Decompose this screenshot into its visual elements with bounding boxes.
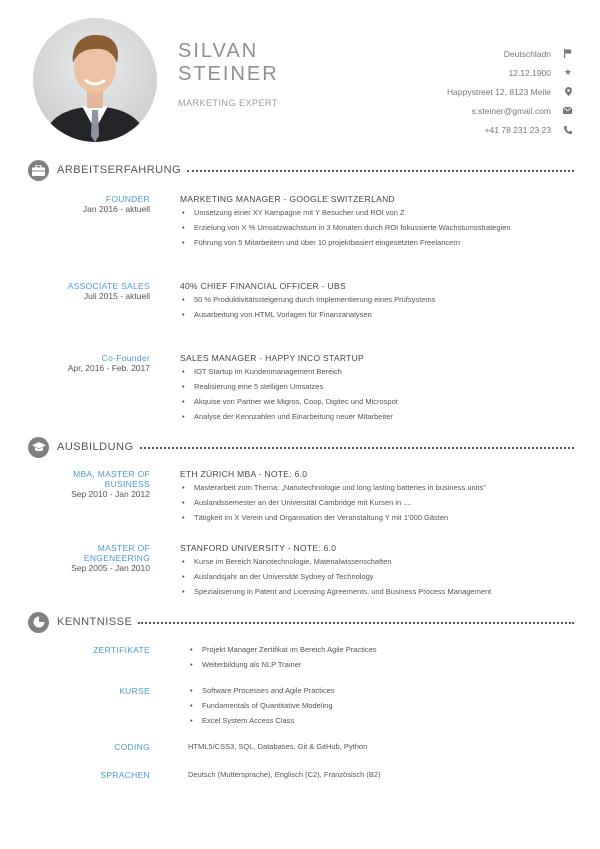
- experience-section-header: [28, 159, 574, 181]
- section-divider: [138, 622, 574, 624]
- list-item: • Auslandsjahr an der Universität Sydney of Technology: [180, 572, 574, 581]
- education-school-title: STANFORD UNIVERSITY - NOTE: 6.0: [180, 543, 337, 553]
- briefcase-icon: [28, 160, 49, 181]
- experience-role-label: ASSOCIATE SALES: [67, 281, 150, 291]
- contact-country-text: Deutschladn: [503, 48, 551, 59]
- experience-job-title: SALES MANAGER - HAPPY INCO STARTUP: [180, 353, 365, 363]
- skills-label: ZERTIFIKATE: [93, 645, 150, 655]
- flag-icon: [558, 49, 572, 58]
- education-degree-label: MASTER OF: [97, 543, 150, 553]
- list-item: • Tätigkeit im X Verein und Organisation der Veranstaltung Y mit 1'000 Gästen: [180, 513, 574, 522]
- list-item: • Umsetzung einer XY Kampagne mit Y Besucher und ROI von Z: [180, 208, 574, 217]
- experience-job-title: 40% CHIEF FINANCIAL OFFICER - UBS: [180, 281, 346, 291]
- list-item: • Weiterbildung als NLP Trainer: [188, 660, 574, 669]
- name-last: STEINER: [178, 63, 279, 85]
- skills-languages-text: Deutsch (Muttersprache), Englisch (C2), Französisch (B2): [188, 770, 381, 779]
- education-section-title: AUSBILDUNG: [57, 441, 134, 453]
- experience-date: Jan 2016 - aktuell: [82, 204, 150, 214]
- experience-date: Apr, 2016 - Feb. 2017: [67, 363, 150, 373]
- list-item: • Führung von 5 Mitarbeitern und über 10 projektbasiert eingesetzten Freelancern: [180, 238, 574, 247]
- name-first: SILVAN: [178, 40, 259, 62]
- list-item: • Masterarbeit zum Thema: „Nanotechnologie und long lasting batteries in business units": [180, 483, 574, 492]
- education-date: Sep 2010 - Jan 2012: [71, 489, 150, 499]
- skills-section-header: [28, 611, 574, 633]
- list-item: • Projekt Manager Zertifikat im Bereich Agile Practices: [188, 645, 574, 654]
- list-item: • Erzielung von X % Umsatzwachstum in 3 Monaten durch ROI fokussierte Wachstumsstrategien: [180, 223, 574, 232]
- pie-chart-icon: [28, 612, 49, 633]
- contact-email[interactable]: [447, 101, 572, 120]
- list-item: • Spezialisierung in Patent and Licensing Agreements, und Business Process Management: [180, 587, 574, 596]
- candidate-name: [178, 40, 279, 86]
- mail-icon: [558, 107, 572, 114]
- list-item: • Ausarbeitung von HTML Vorlagen für Finanzanalysen: [180, 310, 574, 319]
- section-divider: [187, 170, 574, 172]
- contact-birthdate-text: 12.12.1900: [508, 67, 551, 78]
- experience-role-label: FOUNDER: [105, 194, 150, 204]
- list-item: • Software Processes and Agile Practices: [188, 686, 574, 695]
- contact-phone[interactable]: [447, 120, 572, 139]
- contact-address: [447, 82, 572, 101]
- section-divider: [140, 447, 574, 449]
- star-icon: ★: [563, 67, 572, 77]
- education-degree-label: ENGENEERING: [83, 553, 150, 563]
- education-school-title: ETH ZÜRICH MBA - NOTE: 6.0: [180, 469, 308, 479]
- skills-coding-text: HTML5/CSS3, SQL, Databases, Git & GitHub, Python: [188, 742, 368, 751]
- skills-section-title: KENNTNISSE: [57, 616, 133, 628]
- experience-job-title: MARKETING MANAGER - GOOGLE SWITZERLAND: [180, 194, 395, 204]
- skills-label: SPRACHEN: [100, 770, 150, 780]
- experience-date: Juli 2015 - aktuell: [83, 291, 150, 301]
- list-item: • Akquise von Partner wie Migros, Coop, Digitec und Microspot: [180, 397, 574, 406]
- skills-label: KURSE: [119, 686, 150, 696]
- location-pin-icon: [558, 87, 572, 96]
- education-degree-label: BUSINESS: [104, 479, 150, 489]
- candidate-role: MARKETING EXPERT: [178, 98, 278, 108]
- experience-role-label: Co-Founder: [101, 353, 150, 363]
- list-item: • Kurse im Bereich Nanotechnologie, Materialwissenschaften: [180, 557, 574, 566]
- skills-label: CODING: [114, 742, 150, 752]
- contact-country: [447, 44, 572, 63]
- education-date: Sep 2005 - Jan 2010: [71, 563, 150, 573]
- education-degree-label: MBA, MASTER OF: [73, 469, 150, 479]
- list-item: • Realisierung eine 5 stelligen Umsatzes: [180, 382, 574, 391]
- list-item: • Fundamentals of Quantitative Modeling: [188, 701, 574, 710]
- portrait-illustration: [33, 18, 157, 142]
- list-item: • Analyse der Kennzahlen und Einarbeitung neuer Mitarbeiter: [180, 412, 574, 421]
- profile-photo: [33, 18, 157, 142]
- experience-section-title: ARBEITSERFAHRUNG: [57, 164, 182, 176]
- contact-phone-text[interactable]: +41 78 231 23 23: [484, 124, 551, 135]
- education-section-header: [28, 436, 574, 458]
- list-item: • 50 % Produktivitätssteigerung durch Implementierung eines Prüfsystems: [180, 295, 574, 304]
- list-item: • Auslandssemester an der Universität Cambridge mit Kursen in ....: [180, 498, 574, 507]
- list-item: • Excel System Access Class: [188, 716, 574, 725]
- contact-birthdate: [447, 63, 572, 82]
- contact-email-text[interactable]: s.steiner@gmail.com: [471, 105, 551, 116]
- contact-block: [447, 44, 572, 139]
- graduation-cap-icon: [28, 437, 49, 458]
- list-item: • IOT Startup im Kundenmanagement Bereich: [180, 367, 574, 376]
- phone-icon: [558, 126, 572, 134]
- contact-address-text: Happystreet 12, 8123 Meile: [447, 86, 551, 97]
